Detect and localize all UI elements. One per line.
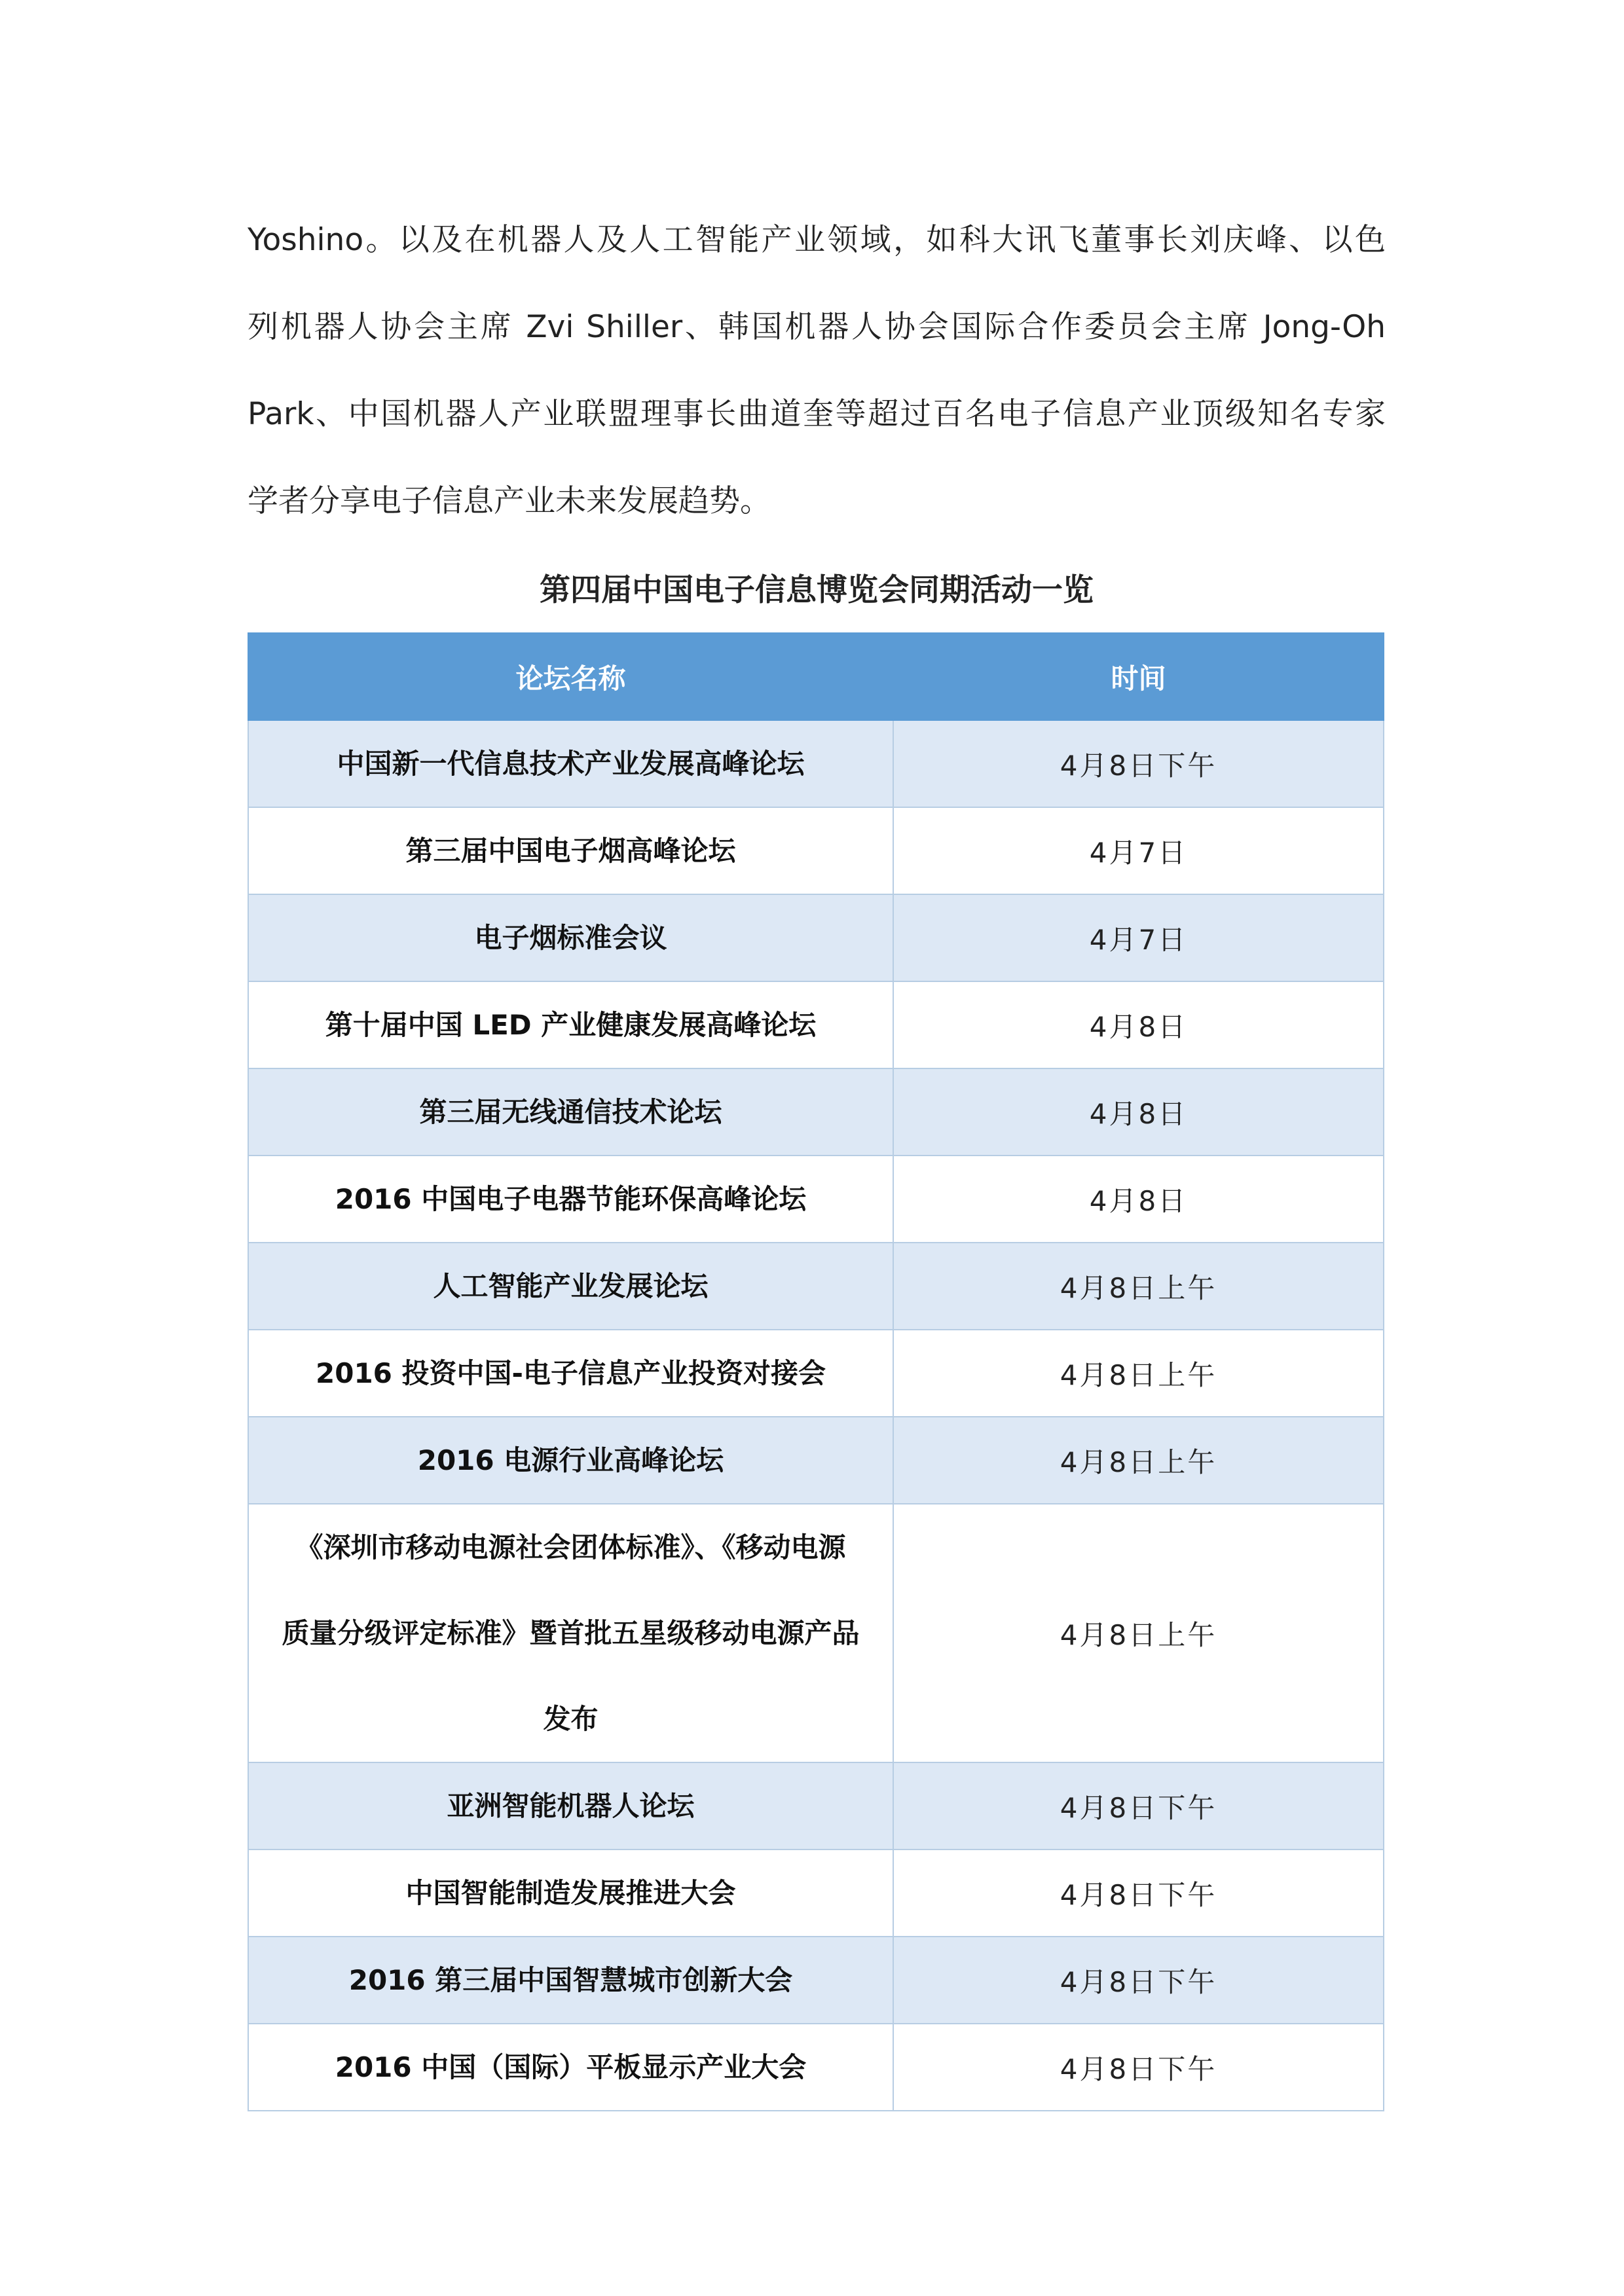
table-row: [248, 1330, 1384, 1417]
forum-name-cell: 2016 投资中国-电子信息产业投资对接会: [248, 1330, 893, 1417]
time-cell: 4月8日上午: [893, 1417, 1384, 1504]
table-row: [248, 981, 1384, 1068]
forum-name-cell: 2016 第三届中国智慧城市创新大会: [248, 1937, 893, 2024]
time-cell: 4月8日上午: [893, 1330, 1384, 1417]
table-row: [248, 1068, 1384, 1156]
time-cell: 4月8日下午: [893, 1762, 1384, 1850]
forum-name-line: 质量分级评定标准》暨首批五星级移动电源产品: [282, 1617, 860, 1649]
table-row: [248, 807, 1384, 894]
forum-name-cell: 中国智能制造发展推进大会: [248, 1850, 893, 1937]
forum-name-cell: 2016 中国（国际）平板显示产业大会: [248, 2024, 893, 2111]
time-cell: 4月8日下午: [893, 2024, 1384, 2111]
time-cell: 4月8日下午: [893, 720, 1384, 807]
forum-name-line: 发布: [543, 1703, 599, 1735]
time-cell: 4月8日: [893, 1156, 1384, 1243]
table-header-row: [248, 633, 1384, 720]
time-cell: 4月8日下午: [893, 1850, 1384, 1937]
header-time: 时间: [893, 633, 1384, 720]
paragraph-line: Park、中国机器人产业联盟理事长曲道奎等超过百名电子信息产业顶级知名专家: [248, 396, 1386, 432]
forum-name-line: 《深圳市移动电源社会团体标准》、《移动电源: [295, 1531, 846, 1563]
time-cell: 4月8日下午: [893, 1937, 1384, 2024]
time-cell: 4月8日上午: [893, 1504, 1384, 1762]
time-cell: 4月7日: [893, 807, 1384, 894]
forum-name-cell: 第十届中国 LED 产业健康发展高峰论坛: [248, 981, 893, 1068]
paragraph-line: 学者分享电子信息产业未来发展趋势。: [248, 483, 771, 519]
time-cell: 4月7日: [893, 894, 1384, 981]
table-row: [248, 1417, 1384, 1504]
forum-name-cell: 亚洲智能机器人论坛: [248, 1762, 893, 1850]
table-row: [248, 1504, 1384, 1762]
time-cell: 4月8日上午: [893, 1243, 1384, 1330]
forum-name-cell: [248, 1504, 893, 1762]
time-cell: 4月8日: [893, 1068, 1384, 1156]
forum-name-cell: 电子烟标准会议: [248, 894, 893, 981]
table-row: [248, 1762, 1384, 1850]
intro-paragraph: [248, 196, 1386, 545]
table-row: [248, 894, 1384, 981]
paragraph-line: 列机器人协会主席 Zvi Shiller、韩国机器人协会国际合作委员会主席 Jong-Oh: [248, 309, 1386, 345]
table-row: [248, 1243, 1384, 1330]
time-cell: 4月8日: [893, 981, 1384, 1068]
table-row: [248, 1850, 1384, 1937]
table-row: [248, 720, 1384, 807]
table-title: 第四届中国电子信息博览会同期活动一览: [540, 572, 1094, 608]
forum-name-cell: 2016 电源行业高峰论坛: [248, 1417, 893, 1504]
paragraph-line: Yoshino。以及在机器人及人工智能产业领域，如科大讯飞董事长刘庆峰、以色: [248, 222, 1386, 258]
document-page: [248, 196, 1386, 2111]
forum-name-cell: 人工智能产业发展论坛: [248, 1243, 893, 1330]
forum-name-cell: 第三届无线通信技术论坛: [248, 1068, 893, 1156]
forum-name-cell: 第三届中国电子烟高峰论坛: [248, 807, 893, 894]
table-row: [248, 2024, 1384, 2111]
forum-name-cell: 中国新一代信息技术产业发展高峰论坛: [248, 720, 893, 807]
table-row: [248, 1937, 1384, 2024]
header-forum-name: 论坛名称: [248, 633, 893, 720]
table-row: [248, 1156, 1384, 1243]
forum-name-cell: 2016 中国电子电器节能环保高峰论坛: [248, 1156, 893, 1243]
events-table: [248, 632, 1384, 2111]
